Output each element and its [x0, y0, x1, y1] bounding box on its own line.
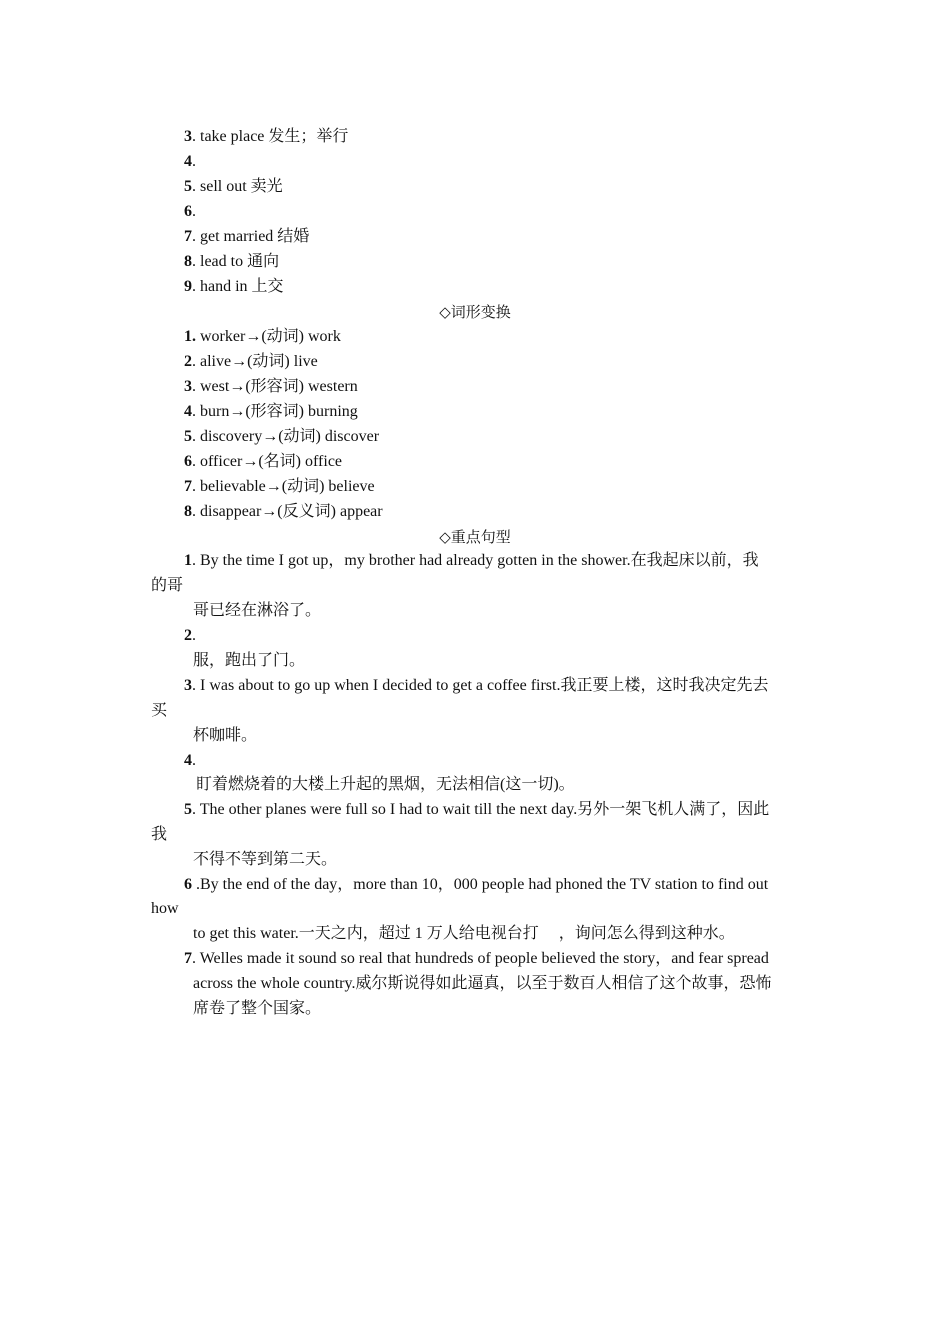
item-number: 3 — [184, 378, 192, 395]
sentence-5-line-1 — [184, 800, 769, 820]
sentence-6-line-2: how — [151, 900, 179, 917]
word-form-2 — [184, 352, 318, 372]
item-number: 3 — [184, 128, 192, 145]
sentence-3-line-3: 杯咖啡。 — [193, 727, 258, 744]
word-form-6 — [184, 452, 342, 472]
item-text: . take place 发生；举行 — [192, 128, 349, 145]
item-text: . sell out 卖光 — [192, 178, 283, 195]
item-number: 2 — [184, 627, 192, 644]
sentence-2-line-1 — [184, 626, 196, 646]
item-number: 4 — [184, 403, 192, 420]
item-text: .By the end of the day，more than 10，000 people had phoned the TV station to find out — [192, 876, 769, 893]
item-number: 2 — [184, 353, 192, 370]
item-text: . lead to 通向 — [192, 253, 280, 270]
item-number: 1. — [184, 328, 196, 345]
item-number: 5 — [184, 178, 192, 195]
item-text: . By the time I got up，my brother had already gotten in the shower.在我起床以前，我 — [192, 552, 759, 569]
item-text: . The other planes were full so I had to wait till the next day.另外一架飞机人满了，因此 — [192, 801, 770, 818]
phrase-3 — [184, 127, 348, 147]
item-text: worker→(动词) work — [196, 328, 341, 345]
item-text: . west→(形容词) western — [192, 378, 358, 395]
phrase-4 — [184, 152, 196, 172]
word-form-4 — [184, 402, 358, 422]
item-number: 3 — [184, 677, 192, 694]
word-forms-heading: ◇词形变换 — [439, 303, 511, 321]
item-text: . — [192, 627, 196, 644]
item-number: 6 — [184, 203, 192, 220]
item-text: . officer→(名词) office — [192, 453, 343, 470]
sentence-2-line-2: 服，跑出了门。 — [193, 652, 306, 669]
item-text: . — [192, 203, 196, 220]
phrase-7 — [184, 227, 309, 247]
sentence-4-line-1 — [184, 751, 196, 771]
item-text: . believable→(动词) believe — [192, 478, 375, 495]
item-number: 7 — [184, 950, 192, 967]
phrase-5 — [184, 177, 283, 197]
word-form-5 — [184, 427, 379, 447]
sentence-3-line-1 — [184, 676, 768, 696]
sentence-5-line-2: 我 — [151, 826, 168, 843]
word-form-3 — [184, 377, 358, 397]
phrase-8 — [184, 252, 279, 272]
item-number: 9 — [184, 278, 192, 295]
item-text: . — [192, 153, 196, 170]
sentence-3-line-2: 买 — [151, 702, 168, 719]
sentence-1-line-3: 哥已经在淋浴了。 — [193, 602, 322, 619]
item-text: . get married 结婚 — [192, 228, 310, 245]
item-text: . I was about to go up when I decided to get a coffee first.我正要上楼，这时我决定先去 — [192, 677, 769, 694]
word-form-7 — [184, 477, 375, 497]
item-text: . — [192, 752, 196, 769]
sentence-7-line-1 — [184, 949, 769, 969]
word-form-8 — [184, 502, 383, 522]
item-text: . burn→(形容词) burning — [192, 403, 358, 420]
key-sentences-heading: ◇重点句型 — [439, 528, 511, 546]
sentence-5-line-3: 不得不等到第二天。 — [193, 851, 338, 868]
phrase-9 — [184, 277, 284, 297]
item-text: . disappear→(反义词) appear — [192, 503, 383, 520]
word-form-1 — [184, 327, 341, 347]
item-number: 7 — [184, 228, 192, 245]
sentence-4-line-2: 盯着燃烧着的大楼上升起的黑烟，无法相信(这一切)。 — [196, 776, 575, 793]
sentence-6-line-1 — [184, 875, 768, 895]
item-text: . hand in 上交 — [192, 278, 284, 295]
sentence-6-line-3: to get this water.一天之内，超过 1 万人给电视台打 ，询问怎么得到这种水。 — [193, 925, 735, 942]
item-number: 6 — [184, 453, 192, 470]
sentence-7-line-3: 席卷了整个国家。 — [193, 1000, 322, 1017]
item-number: 4 — [184, 153, 192, 170]
phrase-6 — [184, 202, 196, 222]
item-number: 7 — [184, 478, 192, 495]
item-number: 1 — [184, 552, 192, 569]
item-text: . discovery→(动词) discover — [192, 428, 380, 445]
item-number: 8 — [184, 503, 192, 520]
item-text: . alive→(动词) live — [192, 353, 318, 370]
sentence-7-line-2: across the whole country.威尔斯说得如此逼真，以至于数百人相信了这个故事，恐怖 — [193, 975, 772, 992]
sentence-1-line-2: 的哥 — [151, 577, 184, 594]
item-number: 6 — [184, 876, 192, 893]
item-number: 5 — [184, 428, 192, 445]
item-number: 4 — [184, 752, 192, 769]
item-number: 5 — [184, 801, 192, 818]
sentence-1-line-1 — [184, 551, 759, 571]
item-number: 8 — [184, 253, 192, 270]
item-text: . Welles made it sound so real that hundreds of people believed the story，and fear spread — [192, 950, 769, 967]
